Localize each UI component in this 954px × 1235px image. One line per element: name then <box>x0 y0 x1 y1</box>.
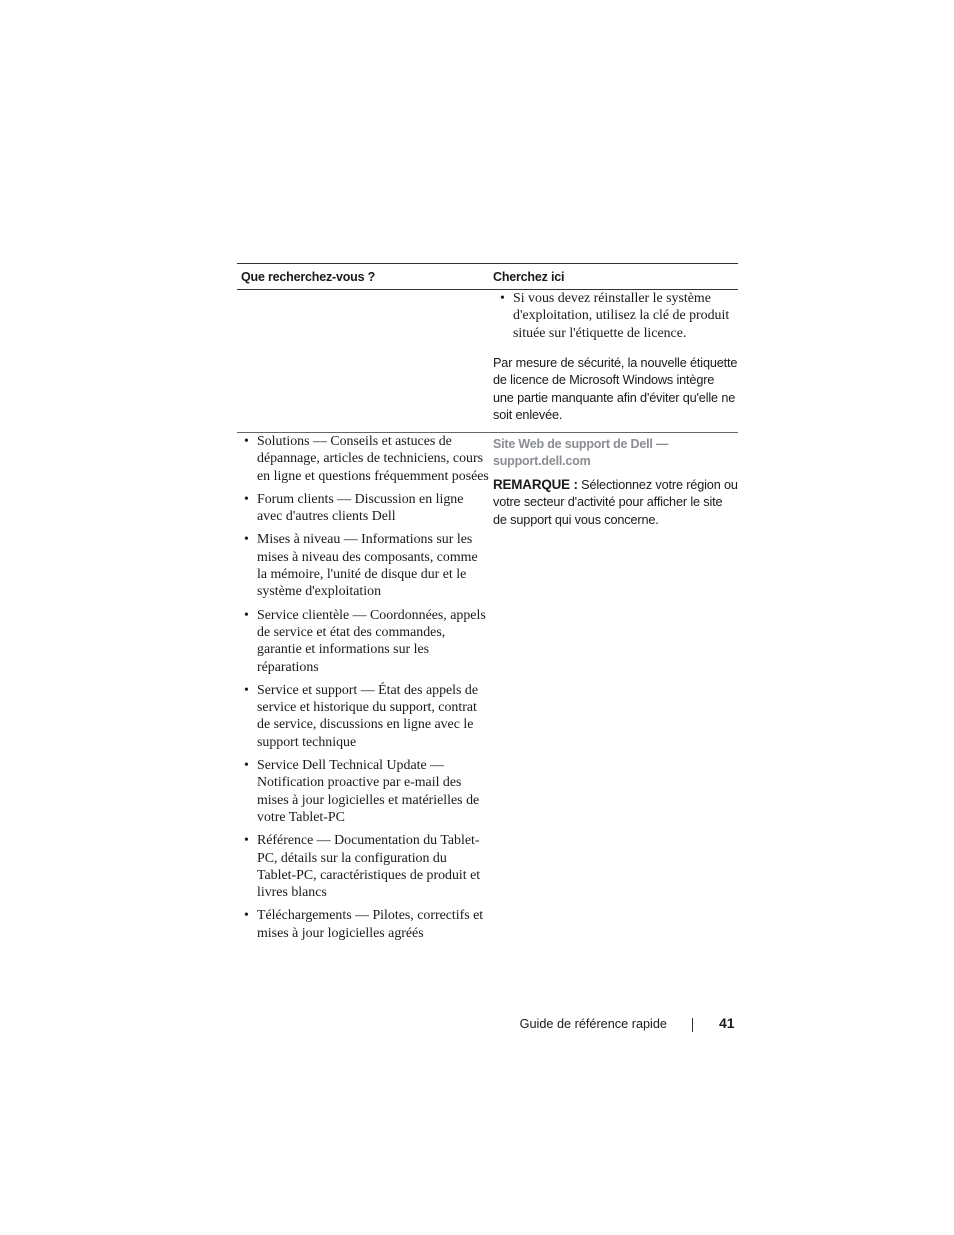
list-item: • Téléchargements — Pilotes, correctifs et mises à jour logicielles agréés <box>237 907 489 942</box>
support-site-link[interactable] <box>493 436 738 470</box>
note-label: REMARQUE : <box>493 477 578 492</box>
table-row <box>237 290 738 433</box>
list-item: • Service clientèle — Coordonnées, appels de service et état des commandes, garantie et informations sur les réparations <box>237 607 489 676</box>
table-header <box>237 264 738 290</box>
reinstall-list <box>493 290 738 342</box>
list-item: • Solutions — Conseils et astuces de dépannage, articles de techniciens, cours en ligne et questions fréquemment posées <box>237 433 489 485</box>
support-topics-list <box>237 433 489 942</box>
list-item: • Mises à niveau — Informations sur les mises à niveau des composants, comme la mémoire, l'unité de disque dur et le système d'exploitation <box>237 531 489 600</box>
note-text: Sélectionnez votre région ou votre secteur d'activité pour afficher le site de support qui vous concerne. <box>493 478 738 527</box>
support-site-url: support.dell.com <box>493 454 591 468</box>
header-where: Cherchez ici <box>493 269 565 284</box>
list-item: • Service et support — État des appels de service et historique du support, contrat de service, discussions en ligne avec le support technique <box>237 682 489 751</box>
header-what: Que recherchez-vous ? <box>241 269 376 284</box>
info-table <box>237 263 738 948</box>
security-note: Par mesure de sécurité, la nouvelle étiquette de licence de Microsoft Windows intègre une partie manquante afin d'éviter qu'elle ne soit enlevée. <box>493 355 738 423</box>
page-number: 41 <box>719 1015 735 1031</box>
row2-left-cell <box>237 433 489 948</box>
row1-left-cell <box>237 290 489 432</box>
list-item: • Référence — Documentation du Tablet-PC, détails sur la configuration du Tablet-PC, caractéristiques de produit et livres blancs <box>237 832 489 901</box>
table-row <box>237 433 738 948</box>
footer-title: Guide de référence rapide <box>519 1017 667 1031</box>
row2-right-cell <box>489 436 738 948</box>
list-item: • Service Dell Technical Update — Notification proactive par e-mail des mises à jour logicielles et matérielles de votre Tablet-PC <box>237 757 489 826</box>
list-item: • Forum clients — Discussion en ligne avec d'autres clients Dell <box>237 491 489 526</box>
page-footer <box>0 1015 954 1035</box>
row1-right-cell <box>489 290 738 432</box>
footer-separator <box>692 1018 693 1032</box>
list-item: • Si vous devez réinstaller le système d'exploitation, utilisez la clé de produit située sur l'étiquette de licence. <box>493 290 738 342</box>
note <box>493 476 738 529</box>
support-site-title: Site Web de support de Dell — <box>493 437 669 451</box>
